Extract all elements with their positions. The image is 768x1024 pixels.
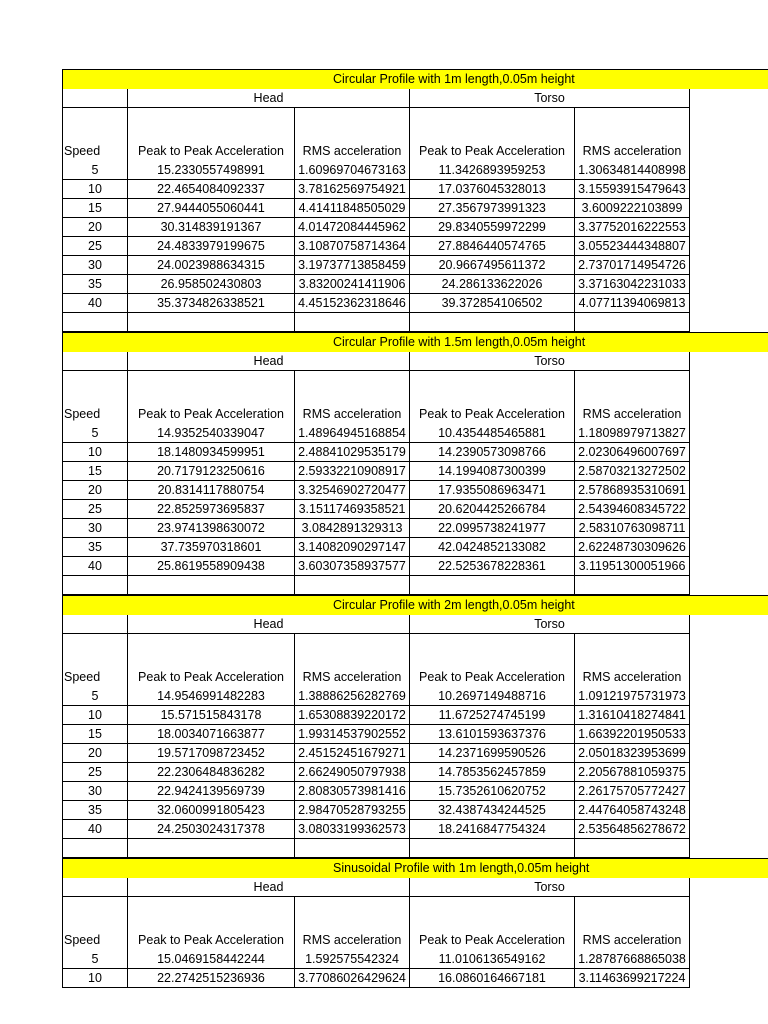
table-row [62, 275, 768, 294]
table-cell[interactable]: 35 [63, 801, 128, 820]
cell[interactable] [63, 839, 128, 858]
table-cell[interactable]: 2.73701714954726 [575, 256, 690, 275]
table-cell[interactable]: 27.9444055060441 [128, 199, 295, 218]
table-cell[interactable]: 15.2330557498991 [128, 161, 295, 180]
table-cell[interactable]: 5 [63, 161, 128, 180]
cell[interactable] [410, 108, 575, 142]
cell[interactable] [410, 839, 575, 858]
cell[interactable] [575, 371, 690, 405]
table-cell[interactable]: 25.8619558909438 [128, 557, 295, 576]
head-group-header[interactable]: Head [128, 89, 410, 108]
cell[interactable] [63, 89, 128, 108]
cell[interactable] [63, 313, 128, 332]
table-cell[interactable]: 27.8846440574765 [410, 237, 575, 256]
table-section [62, 332, 768, 595]
table-cell[interactable]: 22.8525973695837 [128, 500, 295, 519]
spacer-row [62, 839, 768, 858]
table-cell[interactable]: 20 [63, 481, 128, 500]
table-cell[interactable]: 11.6725274745199 [410, 706, 575, 725]
table-cell[interactable]: 5 [63, 950, 128, 969]
table-cell[interactable]: 2.45152451679271 [295, 744, 410, 763]
table-cell[interactable]: 18.0034071663877 [128, 725, 295, 744]
cell[interactable] [575, 634, 690, 668]
spreadsheet [62, 69, 768, 988]
column-header[interactable]: RMS acceleration [575, 405, 690, 424]
cell[interactable] [128, 839, 295, 858]
table-cell[interactable]: 35 [63, 538, 128, 557]
table-cell[interactable]: 27.3567973991323 [410, 199, 575, 218]
group-header-row [62, 878, 768, 897]
table-cell[interactable]: 13.6101593637376 [410, 725, 575, 744]
table-cell[interactable]: 39.372854106502 [410, 294, 575, 313]
table-section [62, 69, 768, 332]
table-cell[interactable]: 24.0023988634315 [128, 256, 295, 275]
table-cell[interactable]: 25 [63, 763, 128, 782]
table-cell[interactable]: 1.592575542324 [295, 950, 410, 969]
table-cell[interactable]: 40 [63, 820, 128, 839]
table-cell[interactable]: 3.0842891329313 [295, 519, 410, 538]
table-cell[interactable]: 30 [63, 782, 128, 801]
blank-row [62, 634, 768, 668]
section-title-row[interactable] [62, 69, 768, 89]
table-cell[interactable]: 30.314839191367 [128, 218, 295, 237]
column-header[interactable]: Peak to Peak Acceleration [128, 931, 295, 950]
table-cell[interactable]: 2.98470528793255 [295, 801, 410, 820]
table-cell[interactable]: 1.09121975731973 [575, 687, 690, 706]
table-row [62, 237, 768, 256]
table-cell[interactable]: 10.2697149488716 [410, 687, 575, 706]
table-cell[interactable]: 1.99314537902552 [295, 725, 410, 744]
table-cell[interactable]: 19.5717098723452 [128, 744, 295, 763]
table-row [62, 687, 768, 706]
table-row [62, 557, 768, 576]
cell[interactable] [128, 634, 295, 668]
table-cell[interactable]: 3.19737713858459 [295, 256, 410, 275]
table-cell[interactable]: 17.0376045328013 [410, 180, 575, 199]
table-cell[interactable]: 3.15117469358521 [295, 500, 410, 519]
table-row [62, 820, 768, 839]
table-cell[interactable]: 20.7179123250616 [128, 462, 295, 481]
table-row [62, 443, 768, 462]
table-section [62, 858, 768, 988]
table-cell[interactable]: 2.26175705772427 [575, 782, 690, 801]
torso-group-header[interactable]: Torso [410, 615, 690, 634]
cell[interactable] [295, 634, 410, 668]
table-cell[interactable]: 1.28787668865038 [575, 950, 690, 969]
table-cell[interactable]: 2.57868935310691 [575, 481, 690, 500]
table-cell[interactable]: 14.1994087300399 [410, 462, 575, 481]
cell[interactable] [128, 108, 295, 142]
table-row [62, 706, 768, 725]
table-cell[interactable]: 14.2371699590526 [410, 744, 575, 763]
cell[interactable] [63, 108, 128, 142]
table-cell[interactable]: 3.60307358937577 [295, 557, 410, 576]
group-header-row [62, 89, 768, 108]
table-row [62, 500, 768, 519]
table-row [62, 969, 768, 988]
table-cell[interactable]: 3.05523444348807 [575, 237, 690, 256]
column-header[interactable]: RMS acceleration [295, 405, 410, 424]
table-cell[interactable]: 17.9355086963471 [410, 481, 575, 500]
table-cell[interactable]: 2.58703213272502 [575, 462, 690, 481]
table-cell[interactable]: 18.1480934599951 [128, 443, 295, 462]
table-cell[interactable]: 2.54394608345722 [575, 500, 690, 519]
column-header[interactable]: Speed [63, 405, 128, 424]
table-cell[interactable]: 15.571515843178 [128, 706, 295, 725]
table-cell[interactable]: 37.735970318601 [128, 538, 295, 557]
table-row [62, 424, 768, 443]
table-row [62, 218, 768, 237]
spacer-row [62, 576, 768, 595]
section-title-row[interactable] [62, 595, 768, 615]
table-cell[interactable]: 1.48964945168854 [295, 424, 410, 443]
table-row [62, 950, 768, 969]
cell[interactable] [575, 313, 690, 332]
cell[interactable] [575, 839, 690, 858]
table-cell[interactable]: 3.37752016222553 [575, 218, 690, 237]
table-row [62, 481, 768, 500]
table-cell[interactable]: 5 [63, 687, 128, 706]
table-cell[interactable]: 2.59332210908917 [295, 462, 410, 481]
table-cell[interactable]: 4.41411848505029 [295, 199, 410, 218]
table-row [62, 538, 768, 557]
cell[interactable] [128, 576, 295, 595]
cell[interactable] [128, 897, 295, 931]
column-header[interactable]: RMS acceleration [575, 142, 690, 161]
table-cell[interactable]: 3.14082090297147 [295, 538, 410, 557]
table-cell[interactable]: 15 [63, 725, 128, 744]
table-row [62, 180, 768, 199]
column-header[interactable]: RMS acceleration [575, 931, 690, 950]
cell[interactable] [63, 371, 128, 405]
cell[interactable] [63, 634, 128, 668]
table-row [62, 725, 768, 744]
cell[interactable] [295, 839, 410, 858]
table-cell[interactable]: 26.958502430803 [128, 275, 295, 294]
column-header[interactable]: RMS acceleration [295, 668, 410, 687]
table-cell[interactable]: 1.31610418274841 [575, 706, 690, 725]
column-header[interactable]: Peak to Peak Acceleration [128, 405, 295, 424]
column-header-row [62, 931, 768, 950]
column-header[interactable]: Peak to Peak Acceleration [410, 668, 575, 687]
cell[interactable] [128, 371, 295, 405]
table-cell[interactable]: 24.2503024317378 [128, 820, 295, 839]
table-cell[interactable]: 20.8314117880754 [128, 481, 295, 500]
table-cell[interactable]: 1.38886256282769 [295, 687, 410, 706]
table-cell[interactable]: 3.37163042231033 [575, 275, 690, 294]
section-title-row[interactable] [62, 332, 768, 352]
table-cell[interactable]: 22.2306484836282 [128, 763, 295, 782]
torso-group-header[interactable]: Torso [410, 352, 690, 371]
blank-row [62, 897, 768, 931]
table-cell[interactable]: 14.9352540339047 [128, 424, 295, 443]
head-group-header[interactable]: Head [128, 615, 410, 634]
table-row [62, 462, 768, 481]
cell[interactable] [575, 576, 690, 595]
section-title: Sinusoidal Profile with 1m length,0.05m height [333, 861, 590, 875]
cell[interactable] [410, 576, 575, 595]
table-cell[interactable]: 16.0860164667181 [410, 969, 575, 988]
table-cell[interactable]: 10 [63, 443, 128, 462]
table-cell[interactable]: 3.10870758714364 [295, 237, 410, 256]
table-cell[interactable]: 35 [63, 275, 128, 294]
table-cell[interactable]: 40 [63, 557, 128, 576]
cell[interactable] [295, 897, 410, 931]
table-row [62, 199, 768, 218]
group-header-row [62, 615, 768, 634]
column-header-row [62, 405, 768, 424]
cell[interactable] [410, 897, 575, 931]
table-cell[interactable]: 11.0106136549162 [410, 950, 575, 969]
table-row [62, 801, 768, 820]
table-cell[interactable]: 15.0469158442244 [128, 950, 295, 969]
table-cell[interactable]: 3.15593915479643 [575, 180, 690, 199]
table-row [62, 519, 768, 538]
column-header[interactable]: Speed [63, 668, 128, 687]
table-cell[interactable]: 4.01472084445962 [295, 218, 410, 237]
table-cell[interactable]: 15 [63, 199, 128, 218]
table-cell[interactable]: 10 [63, 969, 128, 988]
table-cell[interactable]: 10 [63, 706, 128, 725]
table-row [62, 256, 768, 275]
table-cell[interactable]: 10.4354485465881 [410, 424, 575, 443]
table-cell[interactable]: 2.53564856278672 [575, 820, 690, 839]
table-cell[interactable]: 22.9424139569739 [128, 782, 295, 801]
blank-row [62, 108, 768, 142]
table-cell[interactable]: 3.11463699217224 [575, 969, 690, 988]
column-header[interactable]: Peak to Peak Acceleration [128, 142, 295, 161]
table-cell[interactable]: 22.5253678228361 [410, 557, 575, 576]
table-cell[interactable]: 1.18098979713827 [575, 424, 690, 443]
table-cell[interactable]: 3.78162569754921 [295, 180, 410, 199]
table-section [62, 595, 768, 858]
cell[interactable] [63, 878, 128, 897]
table-cell[interactable]: 32.4387434244525 [410, 801, 575, 820]
table-cell[interactable]: 1.66392201950533 [575, 725, 690, 744]
table-cell[interactable]: 15.7352610620752 [410, 782, 575, 801]
table-cell[interactable]: 40 [63, 294, 128, 313]
spacer-row [62, 313, 768, 332]
table-cell[interactable]: 4.45152362318646 [295, 294, 410, 313]
cell[interactable] [128, 313, 295, 332]
table-cell[interactable]: 15 [63, 462, 128, 481]
section-title: Circular Profile with 1m length,0.05m height [333, 72, 575, 86]
table-cell[interactable]: 1.65308839220172 [295, 706, 410, 725]
column-header[interactable]: Speed [63, 142, 128, 161]
table-cell[interactable]: 14.7853562457859 [410, 763, 575, 782]
table-cell[interactable]: 2.58310763098711 [575, 519, 690, 538]
table-cell[interactable]: 2.02306496007697 [575, 443, 690, 462]
table-cell[interactable]: 20 [63, 218, 128, 237]
table-cell[interactable]: 14.2390573098766 [410, 443, 575, 462]
table-cell[interactable]: 3.77086026429624 [295, 969, 410, 988]
table-cell[interactable]: 2.80830573981416 [295, 782, 410, 801]
column-header[interactable]: Peak to Peak Acceleration [410, 931, 575, 950]
table-cell[interactable]: 23.9741398630072 [128, 519, 295, 538]
table-cell[interactable]: 24.4833979199675 [128, 237, 295, 256]
cell[interactable] [410, 371, 575, 405]
torso-group-header[interactable]: Torso [410, 878, 690, 897]
cell[interactable] [63, 897, 128, 931]
section-title-row[interactable] [62, 858, 768, 878]
table-cell[interactable]: 11.3426893959253 [410, 161, 575, 180]
table-cell[interactable]: 30 [63, 256, 128, 275]
section-title: Circular Profile with 2m length,0.05m height [333, 598, 575, 612]
table-row [62, 294, 768, 313]
table-cell[interactable]: 3.11951300051966 [575, 557, 690, 576]
column-header-row [62, 668, 768, 687]
cell[interactable] [63, 615, 128, 634]
table-cell[interactable]: 22.4654084092337 [128, 180, 295, 199]
table-cell[interactable]: 22.2742515236936 [128, 969, 295, 988]
table-cell[interactable]: 30 [63, 519, 128, 538]
table-cell[interactable]: 2.62248730309626 [575, 538, 690, 557]
table-cell[interactable]: 1.30634814408998 [575, 161, 690, 180]
table-cell[interactable]: 25 [63, 500, 128, 519]
table-cell[interactable]: 22.0995738241977 [410, 519, 575, 538]
table-cell[interactable]: 10 [63, 180, 128, 199]
head-group-header[interactable]: Head [128, 878, 410, 897]
column-header[interactable]: Speed [63, 931, 128, 950]
cell[interactable] [575, 108, 690, 142]
table-cell[interactable]: 35.3734826338521 [128, 294, 295, 313]
table-cell[interactable]: 20 [63, 744, 128, 763]
column-header[interactable]: Peak to Peak Acceleration [410, 142, 575, 161]
table-cell[interactable]: 1.60969704673163 [295, 161, 410, 180]
table-cell[interactable]: 2.48841029535179 [295, 443, 410, 462]
column-header[interactable]: Peak to Peak Acceleration [128, 668, 295, 687]
table-cell[interactable]: 24.286133622026 [410, 275, 575, 294]
table-row [62, 763, 768, 782]
table-cell[interactable]: 3.32546902720477 [295, 481, 410, 500]
blank-row [62, 371, 768, 405]
table-cell[interactable]: 2.20567881059375 [575, 763, 690, 782]
table-cell[interactable]: 2.66249050797938 [295, 763, 410, 782]
section-title: Circular Profile with 1.5m length,0.05m height [333, 335, 586, 349]
torso-group-header[interactable]: Torso [410, 89, 690, 108]
column-header[interactable]: RMS acceleration [295, 931, 410, 950]
cell[interactable] [295, 108, 410, 142]
table-cell[interactable]: 14.9546991482283 [128, 687, 295, 706]
table-cell[interactable]: 2.44764058743248 [575, 801, 690, 820]
cell[interactable] [575, 897, 690, 931]
table-cell[interactable]: 4.07711394069813 [575, 294, 690, 313]
cell[interactable] [63, 576, 128, 595]
column-header[interactable]: RMS acceleration [575, 668, 690, 687]
table-cell[interactable]: 3.6009222103899 [575, 199, 690, 218]
table-row [62, 161, 768, 180]
table-cell[interactable]: 29.8340559972299 [410, 218, 575, 237]
table-cell[interactable]: 20.6204425266784 [410, 500, 575, 519]
column-header[interactable]: Peak to Peak Acceleration [410, 405, 575, 424]
table-cell[interactable]: 25 [63, 237, 128, 256]
cell[interactable] [295, 576, 410, 595]
table-cell[interactable]: 5 [63, 424, 128, 443]
cell[interactable] [410, 634, 575, 668]
cell[interactable] [295, 313, 410, 332]
cell[interactable] [410, 313, 575, 332]
table-cell[interactable]: 42.0424852133082 [410, 538, 575, 557]
cell[interactable] [63, 352, 128, 371]
table-row [62, 782, 768, 801]
table-cell[interactable]: 20.9667495611372 [410, 256, 575, 275]
table-cell[interactable]: 3.83200241411906 [295, 275, 410, 294]
table-cell[interactable]: 18.2416847754324 [410, 820, 575, 839]
group-header-row [62, 352, 768, 371]
table-cell[interactable]: 32.0600991805423 [128, 801, 295, 820]
column-header-row [62, 142, 768, 161]
cell[interactable] [295, 371, 410, 405]
table-row [62, 744, 768, 763]
table-cell[interactable]: 2.05018323953699 [575, 744, 690, 763]
head-group-header[interactable]: Head [128, 352, 410, 371]
table-cell[interactable]: 3.08033199362573 [295, 820, 410, 839]
column-header[interactable]: RMS acceleration [295, 142, 410, 161]
